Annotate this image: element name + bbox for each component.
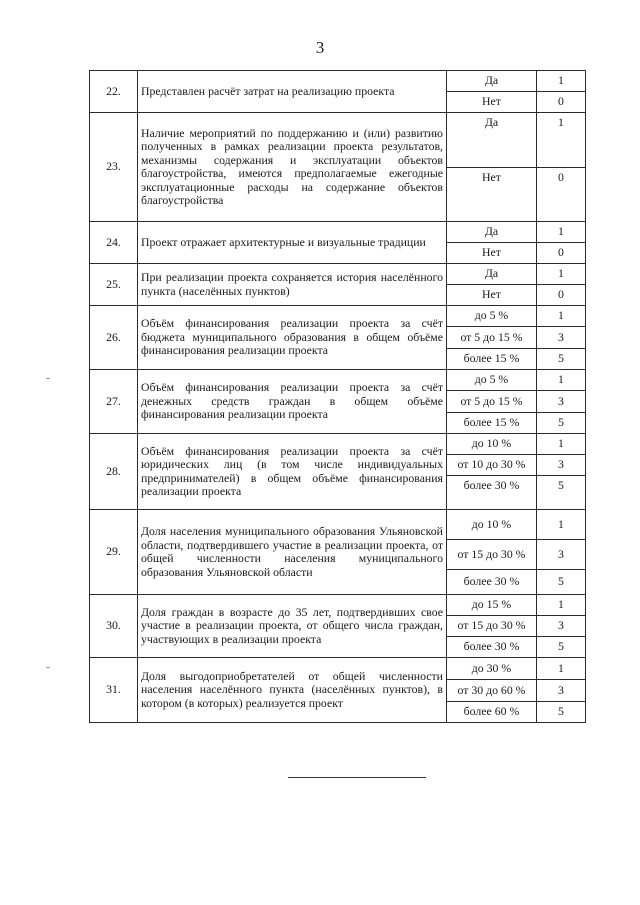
row-number: 24.	[90, 222, 138, 264]
option-label: до 5 %	[447, 306, 537, 327]
option-points: 1	[537, 113, 586, 168]
option-label: от 15 до 30 %	[447, 616, 537, 637]
option-label: от 5 до 15 %	[447, 327, 537, 349]
criteria-table	[89, 70, 586, 723]
criterion-text: Проект отражает архитектурные и визуальные традиции	[138, 222, 447, 264]
criterion-text: Доля населения муниципального образования Ульяновской области, подтвердившего участие в реализации проекта, от общей численности населения муниципального образования Ульяновской области	[138, 510, 447, 595]
option-label: Нет	[447, 92, 537, 113]
row-number: 28.	[90, 434, 138, 510]
criterion-text: Объём финансирования реализации проекта за счёт денежных средств граждан в общем объёме финансирования реализации проекта	[138, 370, 447, 434]
option-points: 1	[537, 306, 586, 327]
option-points: 1	[537, 71, 586, 92]
row-number: 27.	[90, 370, 138, 434]
option-points: 1	[537, 222, 586, 243]
option-label: до 15 %	[447, 595, 537, 616]
option-label: до 10 %	[447, 510, 537, 540]
option-label: до 5 %	[447, 370, 537, 391]
row-number: 31.	[90, 658, 138, 723]
table-row	[90, 306, 586, 327]
row-number: 29.	[90, 510, 138, 595]
option-label: до 10 %	[447, 434, 537, 455]
criterion-text: Доля выгодоприобретателей от общей численности населения населённого пункта (населённых пунктов), в котором (в которых) реализуется проект	[138, 658, 447, 723]
criterion-text: Объём финансирования реализации проекта за счёт бюджета муниципального образования в общем объёме финансирования реализации проекта	[138, 306, 447, 370]
option-points: 1	[537, 658, 586, 680]
page-number: 3	[315, 38, 325, 57]
option-points: 5	[537, 637, 586, 658]
table-row	[90, 510, 586, 540]
table-row	[90, 264, 586, 285]
row-number: 30.	[90, 595, 138, 658]
option-points: 3	[537, 616, 586, 637]
option-label: Да	[447, 113, 537, 168]
option-points: 5	[537, 413, 586, 434]
option-points: 3	[537, 540, 586, 570]
option-points: 0	[537, 92, 586, 113]
table-row	[90, 222, 586, 243]
table-row	[90, 434, 586, 455]
criterion-text: Доля граждан в возрасте до 35 лет, подтвердивших свое участие в реализации проекта, от общего числа граждан, участвующих в реализации проекта	[138, 595, 447, 658]
option-points: 3	[537, 327, 586, 349]
option-points: 1	[537, 370, 586, 391]
option-points: 5	[537, 349, 586, 370]
criterion-text: При реализации проекта сохраняется история населённого пункта (населённых пунктов)	[138, 264, 447, 306]
option-label: более 30 %	[447, 476, 537, 510]
row-number: 23.	[90, 113, 138, 222]
option-label: Нет	[447, 285, 537, 306]
option-points: 0	[537, 285, 586, 306]
option-label: Нет	[447, 243, 537, 264]
option-points: 0	[537, 168, 586, 222]
option-label: более 30 %	[447, 570, 537, 595]
option-label: Нет	[447, 168, 537, 222]
table-row	[90, 658, 586, 680]
option-label: Да	[447, 71, 537, 92]
row-number: 25.	[90, 264, 138, 306]
option-points: 3	[537, 680, 586, 702]
option-label: от 30 до 60 %	[447, 680, 537, 702]
end-separator-line	[288, 777, 426, 778]
option-points: 5	[537, 702, 586, 723]
row-number: 22.	[90, 71, 138, 113]
criterion-text: Представлен расчёт затрат на реализацию проекта	[138, 71, 447, 113]
option-points: 3	[537, 455, 586, 476]
option-label: более 30 %	[447, 637, 537, 658]
option-label: от 10 до 30 %	[447, 455, 537, 476]
option-points: 1	[537, 434, 586, 455]
criterion-text: Объём финансирования реализации проекта за счёт юридических лиц (в том числе индивидуальных предпринимателей) в общем объёме финансирования реализации проекта	[138, 434, 447, 510]
option-label: от 15 до 30 %	[447, 540, 537, 570]
criterion-text: Наличие мероприятий по поддержанию и (или) развитию полученных в рамках реализации проекта результатов, механизмы содержания и эксплуатации объектов благоустройства, имеются предполагаемые ежегодные эксплуатационные расходы на содержание объектов благоустройства	[138, 113, 447, 222]
table-row	[90, 71, 586, 92]
option-label: более 15 %	[447, 349, 537, 370]
table-row	[90, 113, 586, 168]
option-points: 5	[537, 476, 586, 510]
option-label: от 5 до 15 %	[447, 391, 537, 413]
option-points: 1	[537, 510, 586, 540]
option-points: 1	[537, 595, 586, 616]
option-label: Да	[447, 264, 537, 285]
option-label: Да	[447, 222, 537, 243]
option-points: 3	[537, 391, 586, 413]
option-points: 0	[537, 243, 586, 264]
margin-mark	[46, 667, 50, 668]
table-row	[90, 370, 586, 391]
option-label: до 30 %	[447, 658, 537, 680]
option-points: 5	[537, 570, 586, 595]
option-points: 1	[537, 264, 586, 285]
margin-mark	[46, 378, 50, 379]
row-number: 26.	[90, 306, 138, 370]
table-row	[90, 595, 586, 616]
option-label: более 60 %	[447, 702, 537, 723]
option-label: более 15 %	[447, 413, 537, 434]
